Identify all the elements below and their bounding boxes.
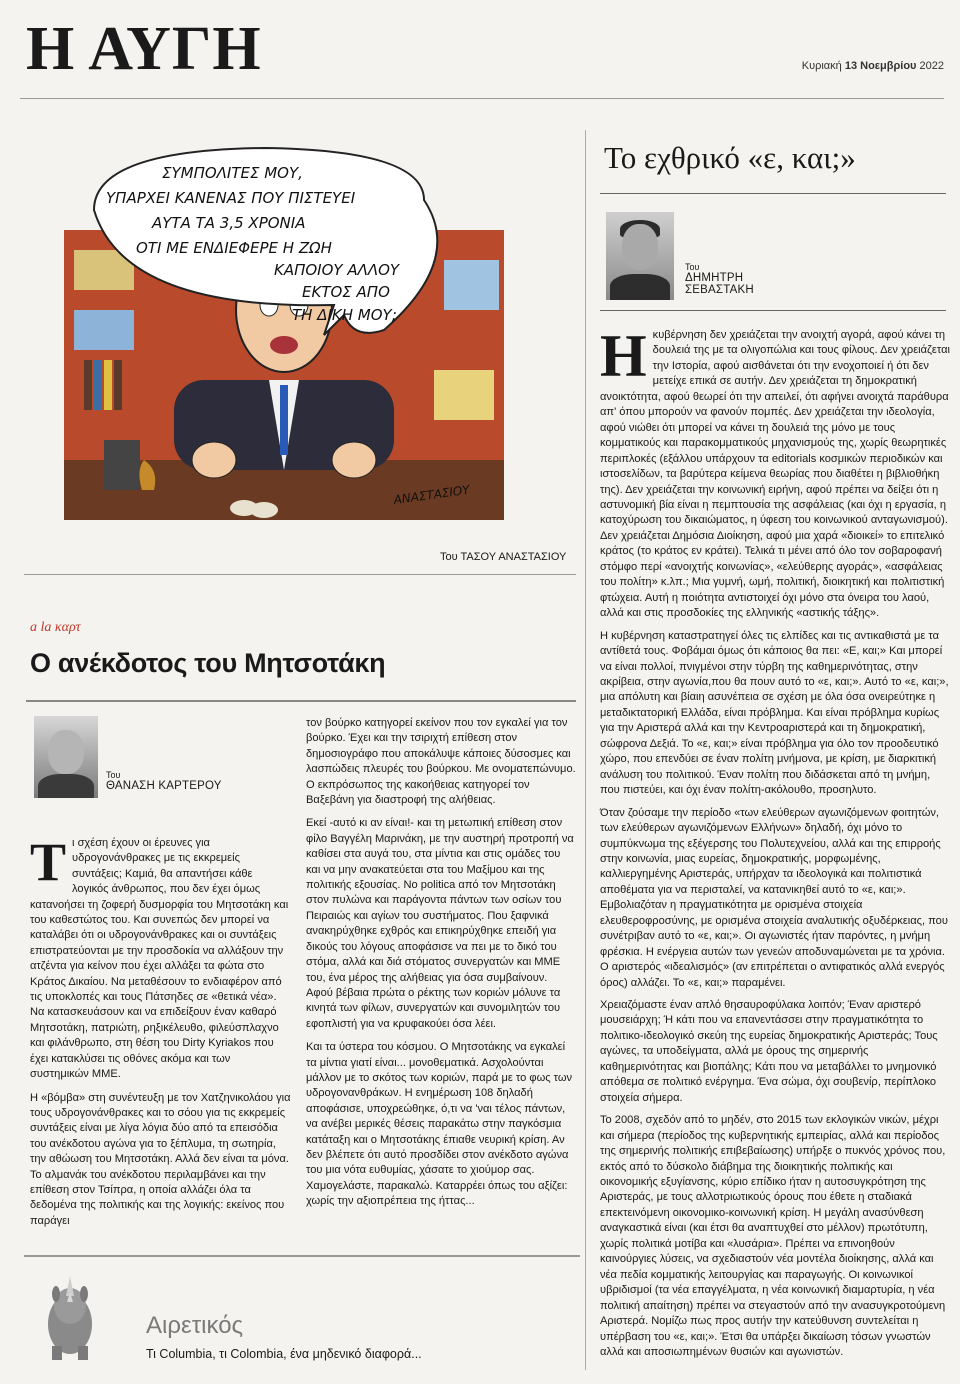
airetikos-rule: [24, 1255, 580, 1257]
rhino-icon: [34, 1272, 106, 1362]
speech-line-5: ΚΑΠΟΙΟΥ ΑΛΛΟΥ: [274, 261, 400, 279]
masthead-title: Η ΑΥΓΗ: [26, 15, 262, 83]
opinion-para-1: κυβέρνηση δεν χρειάζεται την ανοιχτή αγορά, αφού κάνει τη δουλειά της με τα ολιγοπώλια και τους φίλους. Δεν χρειάζεται την Ιστορία, αφού αισθάνεται ότι την ενοχοποιεί ή ότι δεν μετείχε επικά σε αυτήν. Δεν χρειάζεται τη δημοκρατική ανοικτότητα, αφού θεωρεί ότι την απειλεί, ότι αφήνει ανοιχτά παράθυρα απ' όπου μπορούν να φανούν πομπές. Δεν χρειάζεται την ιδεολογία, αφού νιώθει ότι μπορεί να κάνει τη δουλειά της μόνο με τους κομματικούς και παρακομματικούς μηχανισμούς της, χωρίς θεωρητικές περιπλοκές (εξάλλου υπάρχουν τα editorials κοσμικών περιοδικών και ιστοσελίδων, τα βαρύτερα κείμενα θεωρίας που διαθέτει η βιβλιοθήκη της). Δεν χρειάζεται την κοινωνική ειρήνη, αφού πρέπει να δείξει ότι η αστυνομική βία είναι η πεμπτουσία της ασφάλειας (και όχι η εργασία, η κατοχύρωση του δικαιώματος, η ύφεση του κοινωνικού ανταγωνισμού). Δεν χρειάζεται Δημόσια Διοίκηση, αφού μια χαρά «διοικεί» το επιτελικό κράτος (το κράτος εν κράτει). Τελικά τι μένει από όλο τον σοβαροφανή στόμφο περί «ανοιχτής κοινωνίας», «ελεύθερης αγοράς», «ασφάλειας του πολίτη» κ.λπ.; Μια γυμνή, ωμή, πολιτική, διοικητική και πολιτιστική φτώχεια. Αυτή η ποιότητα αντιστοιχεί όχι μόνο στα όνειρα του λαού, αλλά και στις προσδοκίες της ελληνικής «αστικής τάξης».: [600, 329, 950, 620]
col2-para-1: τον βούρκο κατηγορεί εκείνον που τον εγκαλεί για τον βούρκο. Έχει και την τσιριχτή επίθεση στον δημοσιογράφο που αποκάλυψε κάποιες δύσοσμες και λασπώδεις πλευρές του βούρκου. Με ονοματεπώνυμο. Ο εκπρόσωπος της κακοήθειας κατηγορεί τον Βαξεβάνη για διαστροφή της αλήθειας.: [306, 717, 576, 807]
cartoon-credit: [440, 551, 566, 563]
col2-para-2: Εκεί -αυτό κι αν είναι!- και τη μετωπική επίθεση στον φίλο Βαγγέλη Μαρινάκη, με την αυστηρή προτροπή να καθίσει στα αυγά του, στα μίντια και στις ομάδες του και να μην ανακατεύεται στα του Μαξίμου και της πολιτικής εξουσίας. No politica από τον Μητσοτάκη στον πυλώνα και παράγοντα πάντων των οσίων του Πειραιώς και αγίων του συστήματος. Που ξαφνικά ανακηρύχθηκε εχθρός και επικηρύχθηκε επειδή για δικούς του λόγους αποφάσισε να πει με το δικό του στόμα, αλλά και διά στόματος συνεργατών και ΜΜΕ του, ένα μέρος της αλήθειας για όσα συμβαίνουν. Αφού βέβαια πρώτα ο ρέκτης των κοριών μόλυνε τα κινητά των φίλων, συνεργατών και συνομιλητών του εφοπλιστή για να κρυφακούει όσα λέει.: [306, 817, 574, 1030]
opinion-byline-prefix: Του: [685, 262, 700, 272]
byline-name: ΘΑΝΑΣΗ ΚΑΡΤΕΡΟΥ: [106, 780, 222, 792]
section-rule: [24, 574, 576, 575]
byline-prefix: Του: [106, 770, 121, 780]
column-divider: [585, 130, 586, 1370]
opinion-para-5: Το 2008, σχεδόν από το μηδέν, στο 2015 των εκλογικών νικών, μέχρι και σήμερα (περίοδος της κυβερνητικής εμπειρίας, αλλά και περίοδος της σημερινής πολιτικής επιβεβαίωσης) υπήρξε ο πυκνός χρόνος που, εκτός από το δύσκολο διάβημα της διοικητικής πολιτικής και οικονομικής εξυγίανσης, κύριο επίδικο ήταν η αυτοσυγκρότηση της Αριστεράς, με τους αλλοτριωτικούς όρους που έθετε η σταδιακά επεκτεινόμενη οικονομικο-κοινωνική κρίση. Η μεγάλη ανασύνθεση αναγκαστικά είναι (και έτσι θα αναπτυχθεί στο μέλλον) πρωτότυπη, χωρίς πολιτικά μοτίβα και «λυσάρια». Πρέπει να επινοηθούν καινούργιες λύσεις, να σχεδιαστούν νέα μοντέλα διοίκησης, αλλά και νέα πεδία κομματικής λειτουργίας και παραγωγής. Οι κοινωνικοί υβριδισμοί (τα νέα επαγγέλματα, η νέα κοινωνική διαμαρτυρία, η νέα πολιτική απαίτηση) πρέπει να στεγαστούν από την ανασυγκροτούμενη Αριστερά. Νομίζω πως προς αυτήν την κατεύθυνση συντελείται η υπέρβαση του «ε, και;». Έτσι θα υπάρξει δικαίωση τόσων γνωστών αλλά και αποσιωπημένων θυσιών και αγωνιστών.: [600, 1114, 946, 1358]
article-headline: Ο ανέκδοτος του Μητσοτάκη: [30, 648, 386, 678]
opinion-body: [600, 318, 950, 1367]
date-day: Κυριακή: [801, 60, 842, 72]
opinion-byline-name-2: ΣΕΒΑΣΤΑΚΗ: [685, 284, 754, 296]
col2-para-3: Και τα ύστερα του κόσμου. Ο Μητσοτάκης να εγκαλεί τα μίντια γιατί είναι... μονοθεματικά. Ασχολούνται μάλλον με το σκότος των κοριών, παρά με το φως των υδρογονανθράκων. Η ενημέρωση 108 δηλαδή αποφάσισε, υποχρεώθηκε, ό,τι να 'ναι τέλος πάντων, να ανέβει μερικές θέσεις παρακάτω στην παγκόσμια κατάταξη και ο Μητσοτάκης έπιαθε νευρική κρίση. Αν δεν βλέπετε ότι αυτό προσδίδει στον ανέκδοτο αγώνα του μια νότα ευθυμίας, χάσατε το χιούμορ σας. Χαμογελάστε, παρακαλώ. Καταρρέει όπως του αξίζει: χωρίς την αξιοπρέπεια της ήττας...: [306, 1041, 573, 1208]
masthead-rule: [20, 98, 944, 99]
issue-date: [802, 60, 944, 72]
article-column-2: [306, 716, 576, 1218]
drop-cap: Τ: [30, 832, 67, 892]
opinion-byline: [685, 262, 754, 296]
opinion-para-4: Χρειαζόμαστε έναν απλό θησαυροφύλακα λοιπόν; Έναν αριστερό μουσειάρχη; Ή κάτι που να επανεντάσσει στην πραγματικότητα το πολιτικο-ιδεολογικό σκεύη της ευρείας δημοκρατικής Αριστεράς; Τους αγώνες, τα υποδείγματα, αλλά με όρους της σημερινής καθημερινότητας και βιοπάλης; Κάτι που να μεταβάλλει το μνημονικό απόθεμα σε πολιτικό ενέργημα. Ένα σώμα, όχι σουβενίρ, περίπλοκο στοιχεία σήμερα.: [600, 999, 938, 1104]
airetikos-title: Αιρετικός: [146, 1312, 244, 1339]
credit-name: ΤΑΣΟΥ ΑΝΑΣΤΑΣΙΟΥ: [460, 551, 567, 563]
col1-para-2: Η «βόμβα» στη συνέντευξη με τον Χατζηνικολάου για τους υδρογονάνθρακες και το σόου για τις εκκρεμείς συντάξεις είναι με λίγα λόγια δύο από τα επεισόδια του ανέκδοτου αγώνα για το ξέπλυμα, τη σωτηρία, την αθώωση του Μητσοτάκη. Αλλά δεν είναι τα μόνα. Το αλμανάκ του ανέκδοτου περιλαμβάνει και την επίθεση στον Τσίπρα, η οποία αλλάζει όλα τα δεδομένα της πολιτικής και της λογικής: εκείνος που παράγει: [30, 1091, 291, 1227]
author-photo: [34, 716, 98, 798]
column-kicker: a la καρτ: [30, 620, 81, 635]
opinion-para-2: Η κυβέρνηση καταστρατηγεί όλες τις ελπίδες και τις αντικαθιστά με τα αντίθετά τους. Φοβάμαι όμως ότι κάποιος θα πει: «Ε, και;» Και μπορεί να είναι πολλοί, πνιγμένοι στην τύρβη της καθημερινότητας, στην ακρίβεια, στην αγωνία,που θα πουν αυτό το «ε, και;». Αυτό το «ε, και;», μια απόλυτη και βίαιη ασυνέπεια σε σχέση με όλα όσα ονειρεύτηκε η μεταδικτατορική Ελλάδα, είναι πρόβλημα. Και είναι πρόβλημα κυρίως για την Αριστερά αλλά και την Κεντροαριστερά και τη δημοκρατική, σώφρονα Δεξιά. Το «ε, και;» είναι πρόβλημα για όλο τον προοδευτικό χώρο, που επενδύει σε έναν πολίτη μνήμονα, με κρίση, με διαρκιτική ανάλυση του πολιτικού. Έναν πολίτη που διδάσκεται από τη μνήμη, που πιστεύει, και όχι έναν πολίτη-ακόλουθο, προσηλυτο.: [600, 629, 949, 797]
date-main: 13 Νοεμβρίου: [844, 60, 917, 72]
opinion-byline-name-1: ΔΗΜΗΤΡΗ: [685, 272, 744, 284]
speech-line-4: ΟΤΙ ΜΕ ΕΝΔΙΕΦΕΡΕ Η ΖΩΗ: [136, 239, 332, 257]
cartoonist-signature: ΑΝΑΣΤΑΣΙΟΥ: [392, 482, 471, 508]
speech-line-1: ΣΥΜΠΟΛΙΤΕΣ ΜΟΥ,: [162, 164, 303, 182]
opinion-title: Το εχθρικό «ε, και;»: [604, 140, 856, 175]
date-year: 2022: [919, 60, 944, 72]
opinion-author-photo: [606, 212, 674, 300]
phone-frame: [104, 440, 140, 490]
article-column-1: [30, 832, 292, 1237]
opinion-drop-cap: Η: [600, 323, 647, 389]
col1-para-1: ι σχέση έχουν οι έρευνες για υδρογονάνθρακες με τις εκκρεμείς συντάξεις; Καμιά, θα απαντήσει κάθε λογικός άνθρωπος, που δεν έχει όμως κατανοήσει τη ζοφερή δυσμορφία του Μητσοτάκη και του καθεστώτος του. Και συνεπώς δεν μπορεί να καταλάβει ότι οι υδρογονάνθρακες και οι συντάξεις επιστρατεύονται με την προσδοκία να αλλάξουν την ατζέντα για κείνον που έχει αλλάξει τα φώτα στο Κράτος Δικαίου. Να μεταθέσουν το ενδιαφέρον από τις υποκλοπές και τους Πάτσηδες σε «θετικά νέα». Να κατασκευάσουν και να επιδείξουν έναν καθαρό Μητσοτάκη, πατριώτη, ρηξικέλευθο, φιλεύσπλαχνο και φιλάνθρωπο, στη θέση του Dirty Kyriakos που έχει κατακλύσει τις οθόνες ακόμα και των συστημικών ΜΜΕ.: [30, 837, 289, 1081]
article-byline: [106, 770, 222, 792]
speech-line-2: ΥΠΑΡΧΕΙ ΚΑΝΕΝΑΣ ΠΟΥ ΠΙΣΤΕΥΕΙ: [106, 189, 356, 207]
opinion-byline-rule: [600, 310, 946, 311]
speech-line-7: ΤΗ ΔΙΚΗ ΜΟΥ;: [292, 306, 397, 324]
opinion-title-rule: [600, 193, 946, 194]
credit-prefix: Του: [440, 551, 458, 563]
political-cartoon: [64, 140, 504, 540]
airetikos-subtitle: Τι Columbia, τι Colombia, ένα μηδενικό διαφορά...: [146, 1347, 422, 1361]
headline-rule: [26, 700, 576, 702]
speech-line-3: ΑΥΤΑ ΤΑ 3,5 ΧΡΟΝΙΑ: [152, 214, 306, 232]
speech-line-6: ΕΚΤΟΣ ΑΠΟ: [302, 283, 390, 301]
opinion-para-3: Όταν ζούσαμε την περίοδο «των ελεύθερων αγωνιζόμενων φοιτητών, των ελεύθερων αγωνιζόμενων Ελλήνων» δηλαδή, όχι μόνο το συμπύκνωμα της εξέγερσης του Πολυτεχνείου, αλλά και της επιρροής στην κοινωνία, μιας ευρείας, δημοκρατικής, μορφωμένης, καλλιεργημένης Αριστεράς, υπήρχαν τα ιδεολογικά και πολιτιστικά αποθέματα για να περισταλεί, να κατανικηθεί αυτό το «ε, και;». Εμβολιαζόταν η πραγματικότητα με ορισμένα στοιχεία ελευθεροφροσύνης, με ορισμένα στοιχεία αναλυτικής οξυδέρκειας, που συνέτριβαν αυτό το «ε, και;». Οι αγωνιστές ήταν παρόντες, η μνήμη φρέσκια. Η ενέργεια αυτών των γενεών αποδυναμώνεται με τα χρόνια. Ο αριστερός «ιδεαλισμός» (αν επιτρέπεται ο αντιφατικός αλλά ενεργός όρος) αλλάζει. Το «ε, και;» παραμένει.: [600, 806, 948, 989]
